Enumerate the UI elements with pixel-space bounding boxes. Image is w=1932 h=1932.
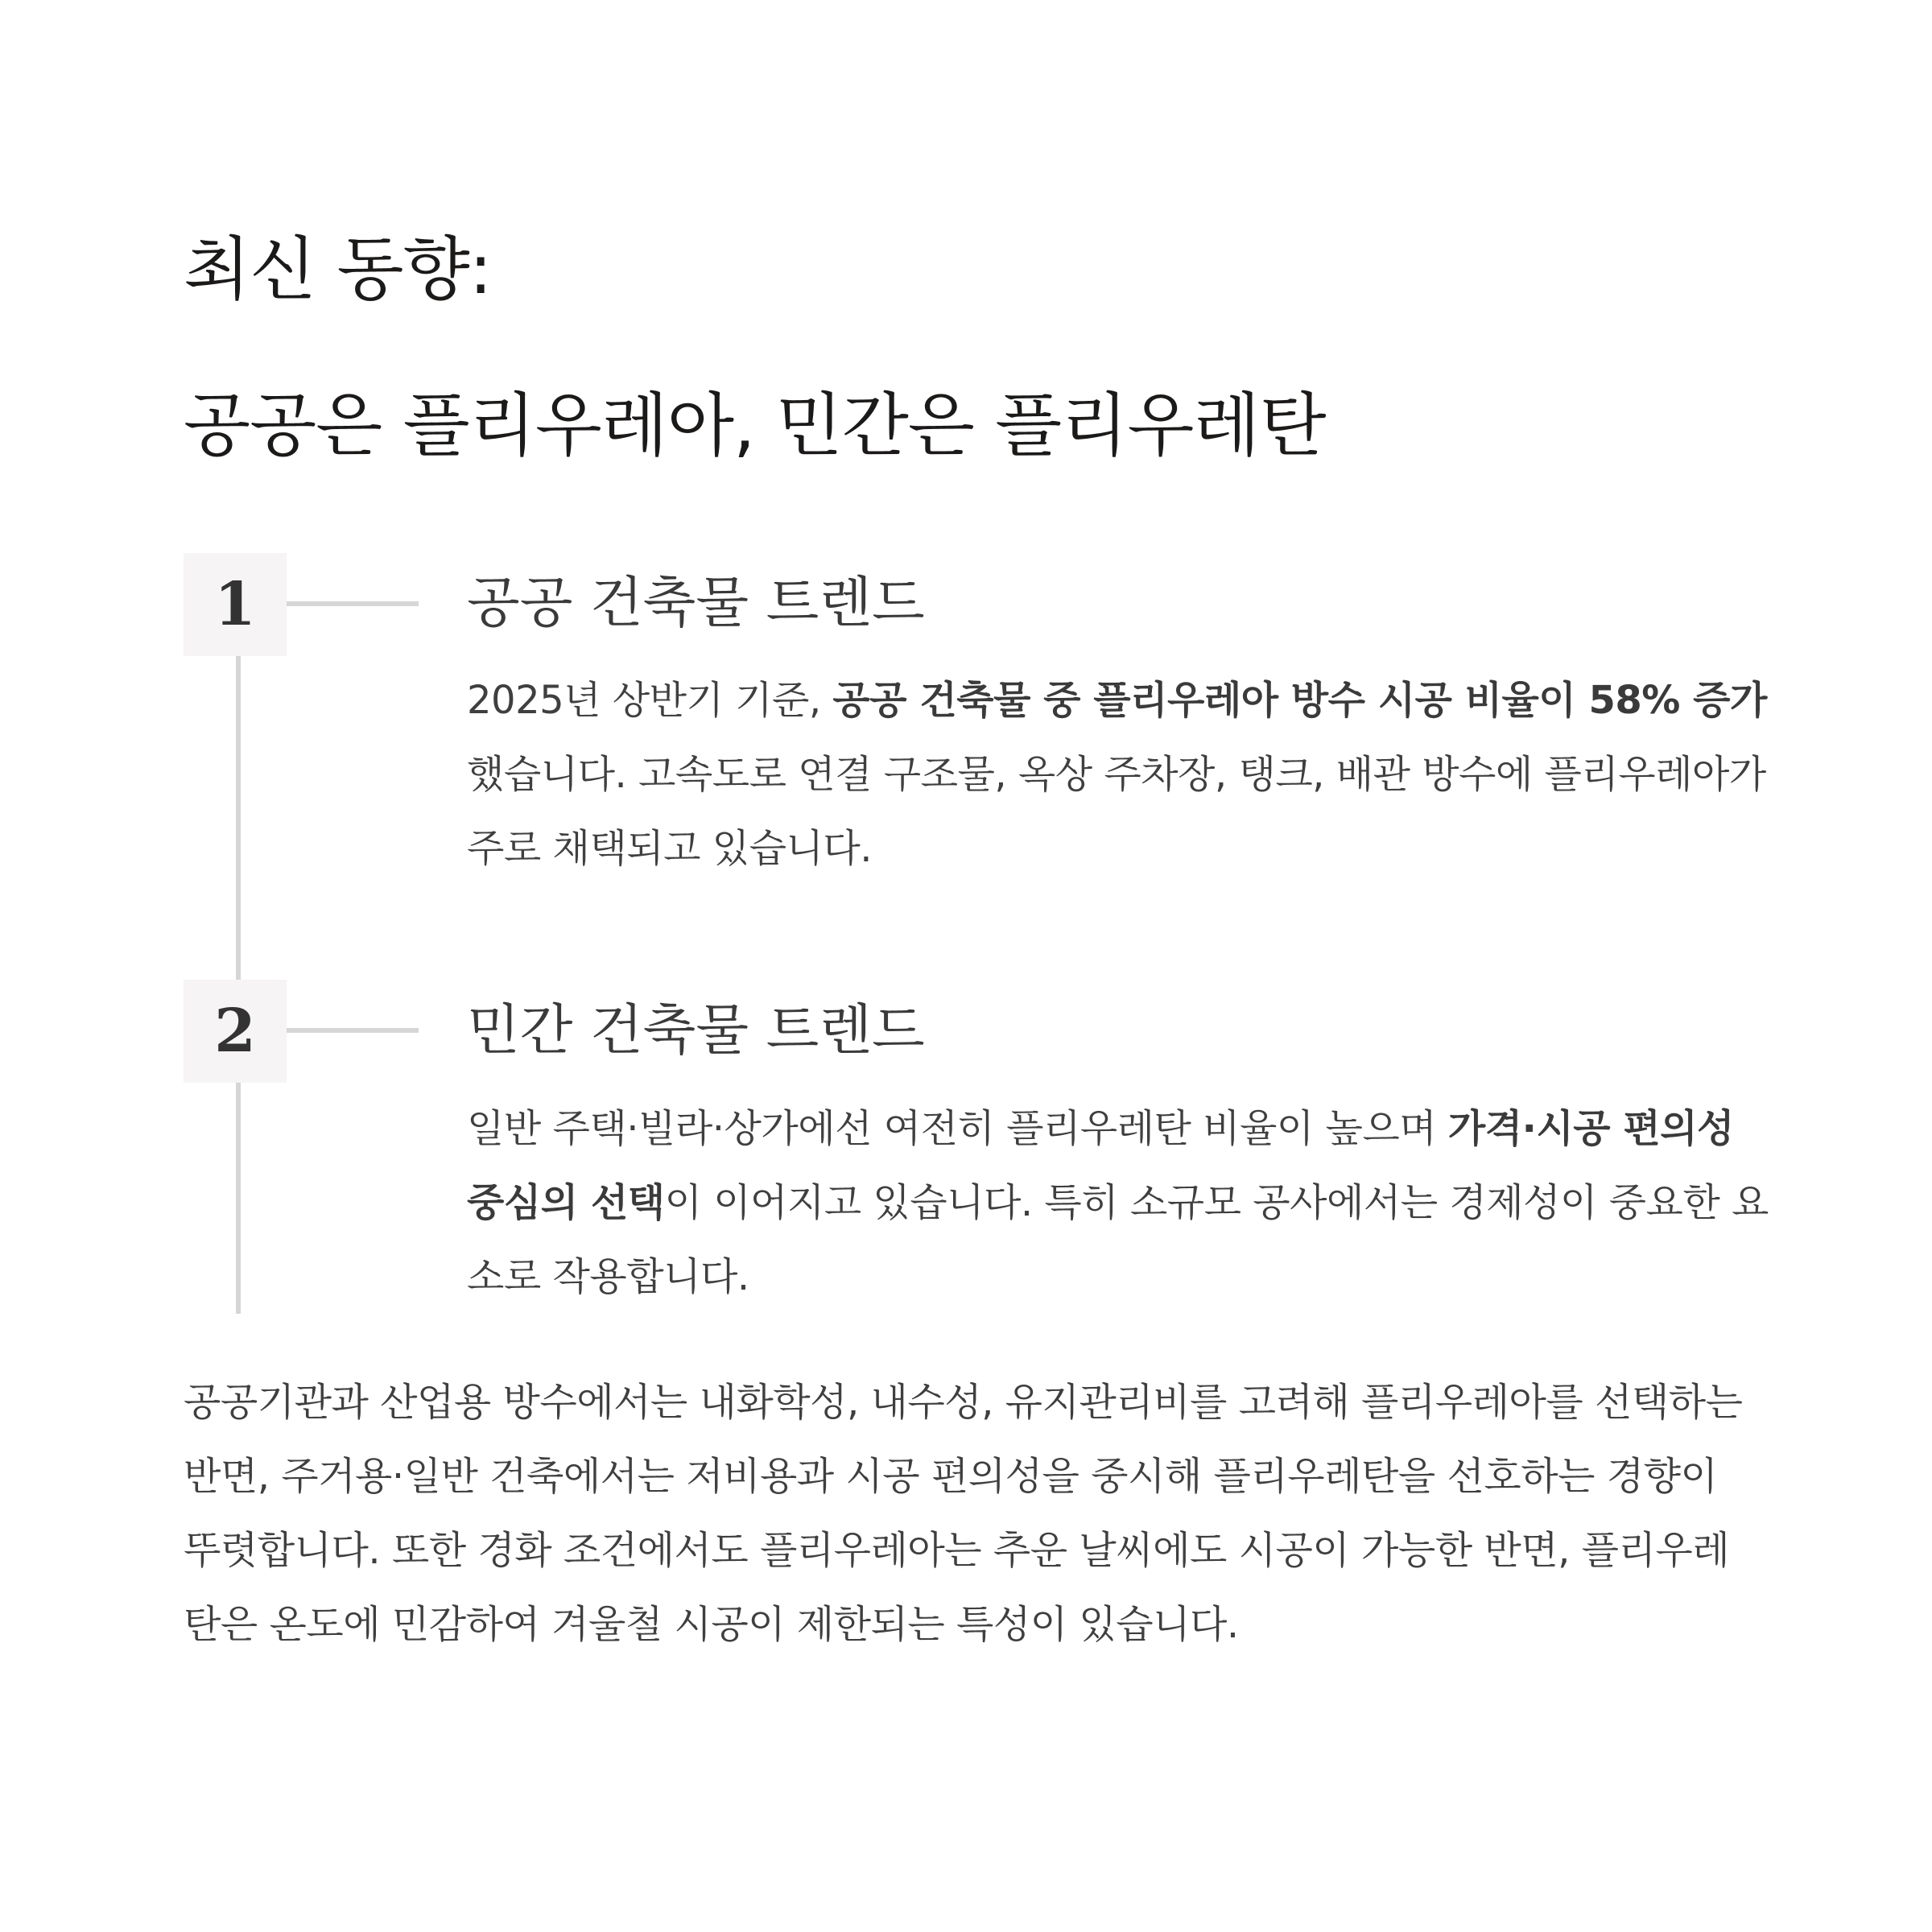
timeline-line <box>236 1083 241 1314</box>
step-number-badge: 2 <box>184 980 287 1083</box>
step-body-text: 이 이어지고 있습니다. 특히 소규모 공사에서는 경제성이 중요한 요소로 작용합니다. <box>467 1180 1769 1299</box>
step-heading-public: 공공 건축물 트렌드 <box>467 572 925 635</box>
step-connector <box>287 601 419 606</box>
timeline-line <box>236 656 241 984</box>
step-body-private <box>467 1092 1771 1314</box>
step-connector <box>287 1028 419 1033</box>
step-body-highlight: 공공 건축물 중 플리우레아 방수 시공 비율이 58% 증가 <box>832 678 1767 723</box>
step-number-badge: 1 <box>184 553 287 656</box>
step-body-text: 2025년 상반기 기준, <box>467 678 833 723</box>
summary-paragraph: 공공기관과 산업용 방수에서는 내화학성, 내수성, 유지관리비를 고려해 플리우레아를 선택하는 반면, 주거용·일반 건축에서는 저비용과 시공 편의성을 중시해 플리우레탄을 선호하는 경향이 뚜렷합니다. 또한 경화 조건에서도 플리우레아는 추운 날씨에도 시공이 가능한 반면, 플리우레탄은 온도에 민감하여 겨울철 시공이 제한되는 특성이 있습니다. <box>184 1380 1743 1647</box>
page-title-line-1: 최신 동향: <box>184 229 492 310</box>
step-heading-private: 민간 건축물 트렌드 <box>467 999 925 1063</box>
step-body-highlight: 가격·시공 편의성 중심의 선택 <box>467 1106 1734 1225</box>
step-body-text: 했습니다. 고속도로 연결 구조물, 옥상 주차장, 탱크, 배관 방수에 플리우레아가 주로 채택되고 있습니다. <box>467 752 1766 871</box>
step-body-text: 일반 주택·빌라·상가에선 여전히 플리우레탄 비율이 높으며 <box>467 1106 1448 1151</box>
page-title-line-2: 공공은 플리우레아, 민간은 플리우레탄 <box>184 386 1326 466</box>
step-body-public <box>467 663 1771 886</box>
